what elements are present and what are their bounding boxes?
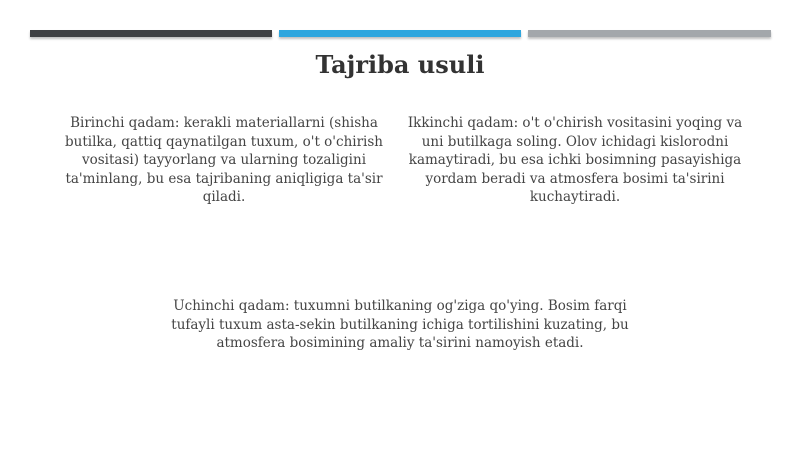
header-bar-blue: [279, 30, 521, 37]
header-bar-dark: [30, 30, 272, 37]
step-three-text: Uchinchi qadam: tuxumni butilkaning og'ziga qo'ying. Bosim farqi tufayli tuxum asta-sekin butilkaning ichiga tortilishini kuzating, bu atmosfera bosimining amaliy ta'sirini namoyish etadi.: [171, 298, 629, 351]
step-two-text: Ikkinchi qadam: o't o'chirish vositasini yoqing va uni butilkaga soling. Olov ichidagi kislorodni kamaytiradi, bu esa ichki bosimning pasayishiga yordam beradi va atmosfera bosimi ta'sirini kuchaytiradi.: [407, 115, 743, 205]
step-one-text: Birinchi qadam: kerakli materiallarni (shisha butilka, qattiq qaynatilgan tuxum, o't o'chirish vositasi) tayyorlang va ularning tozaligini ta'minlang, bu esa tajribaning aniqligiga ta'sir qiladi.: [65, 115, 383, 205]
header-bar-gray: [528, 30, 771, 37]
slide-title: Tajriba usuli: [315, 50, 485, 79]
